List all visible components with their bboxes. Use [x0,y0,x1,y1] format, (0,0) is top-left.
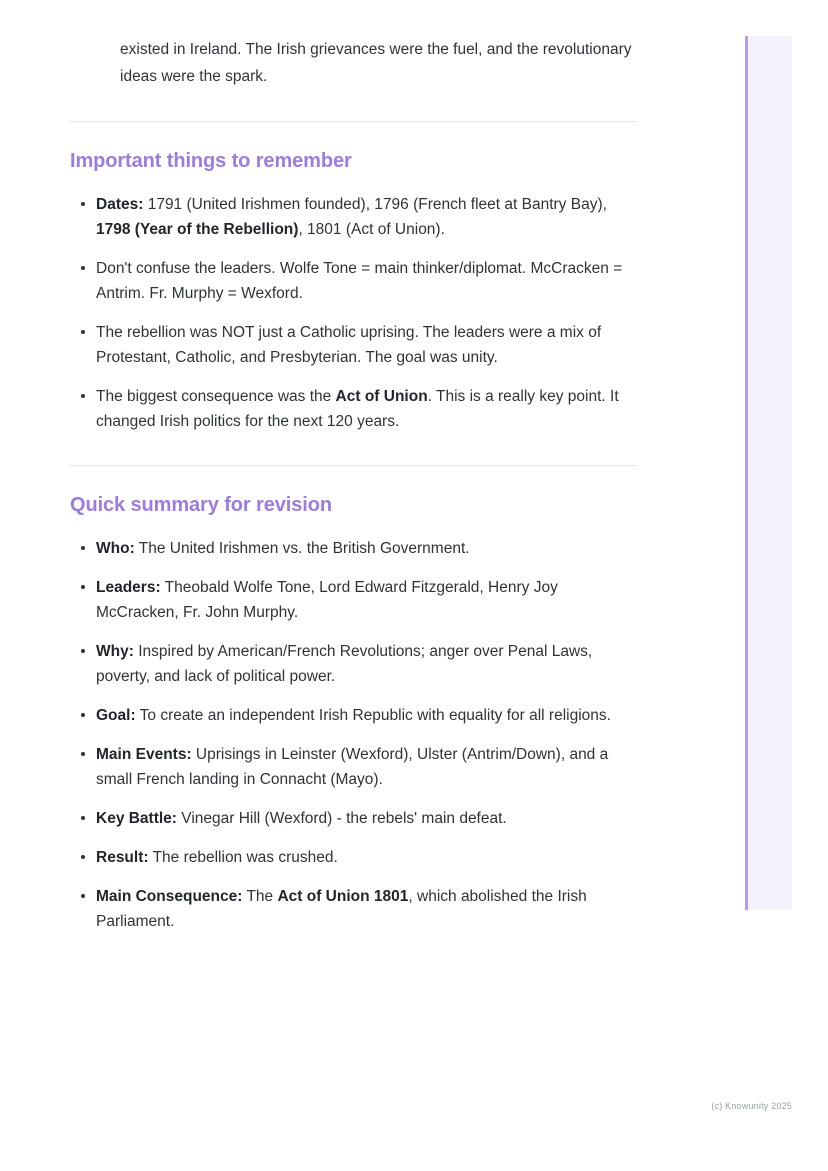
section-title-summary: Quick summary for revision [70,494,332,516]
right-margin-rail [748,36,792,910]
quick-summary-list [70,536,636,934]
intro-paragraph: existed in Ireland. The Irish grievances were the fuel, and the revolutionary ideas were the spark. [120,41,632,85]
list-item-text: The United Irishmen vs. the British Government. [134,540,470,557]
list-item [70,845,636,870]
list-item-emphasis: Key Battle: [96,810,177,827]
list-item-emphasis: 1798 (Year of the Rebellion) [96,221,299,238]
list-item-emphasis: Result: [96,849,149,866]
list-item-text: Uprisings in Leinster (Wexford), Ulster (Antrim/Down), and a small French landing in Connacht (Mayo). [96,746,609,788]
list-item [70,256,636,306]
list-item-text: , 1801 (Act of Union). [298,221,445,238]
list-item-text: , which abolished the Irish Parliament. [96,888,587,930]
list-item-text: The biggest consequence was the [96,388,336,405]
section-title-important: Important things to remember [70,150,352,172]
document-content [70,36,636,934]
divider-top [70,121,636,122]
right-margin-rail-edge [745,36,748,910]
list-item-text: 1791 (United Irishmen founded), 1796 (French fleet at Bantry Bay), [143,196,607,213]
list-item-emphasis: Main Events: [96,746,192,763]
list-item-emphasis: Goal: [96,707,136,724]
list-item-text: The rebellion was crushed. [148,849,338,866]
list-item-emphasis: Why: [96,643,134,660]
list-item [70,639,636,689]
list-item-text: . This is a really key point. It changed Irish politics for the next 120 years. [96,388,619,430]
important-things-list [70,192,636,434]
list-item-text: Vinegar Hill (Wexford) - the rebels' main defeat. [176,810,507,827]
divider-middle [70,465,636,466]
list-item-emphasis: Dates: [96,196,144,213]
list-item [70,742,636,792]
list-item-emphasis: Act of Union [335,388,428,405]
list-item [70,320,636,370]
list-item-text: Don't confuse the leaders. Wolfe Tone = main thinker/diplomat. McCracken = Antrim. Fr. Murphy = Wexford. [96,260,623,302]
list-item-emphasis: Who: [96,540,135,557]
list-item-emphasis: Main Consequence: [96,888,243,905]
section-important-things [70,148,636,434]
list-item [70,575,636,625]
list-item [70,192,636,242]
list-item [70,884,636,934]
list-item-emphasis: Leaders: [96,579,161,596]
list-item-text: To create an independent Irish Republic with equality for all religions. [135,707,611,724]
section-quick-summary [70,492,636,934]
list-item [70,703,636,728]
list-item-text: Inspired by American/French Revolutions; anger over Penal Laws, poverty, and lack of political power. [96,643,593,685]
list-item [70,384,636,434]
list-item [70,806,636,831]
copyright-footer: (c) Knowunity 2025 [711,1101,792,1111]
list-item-text: The rebellion was NOT just a Catholic uprising. The leaders were a mix of Protestant, Catholic, and Presbyterian. The goal was unity. [96,324,602,366]
list-item-text: Theobald Wolfe Tone, Lord Edward Fitzgerald, Henry Joy McCracken, Fr. John Murphy. [96,579,558,621]
list-item [70,536,636,561]
list-item-text: The [242,888,278,905]
list-item-emphasis: Act of Union 1801 [277,888,409,905]
